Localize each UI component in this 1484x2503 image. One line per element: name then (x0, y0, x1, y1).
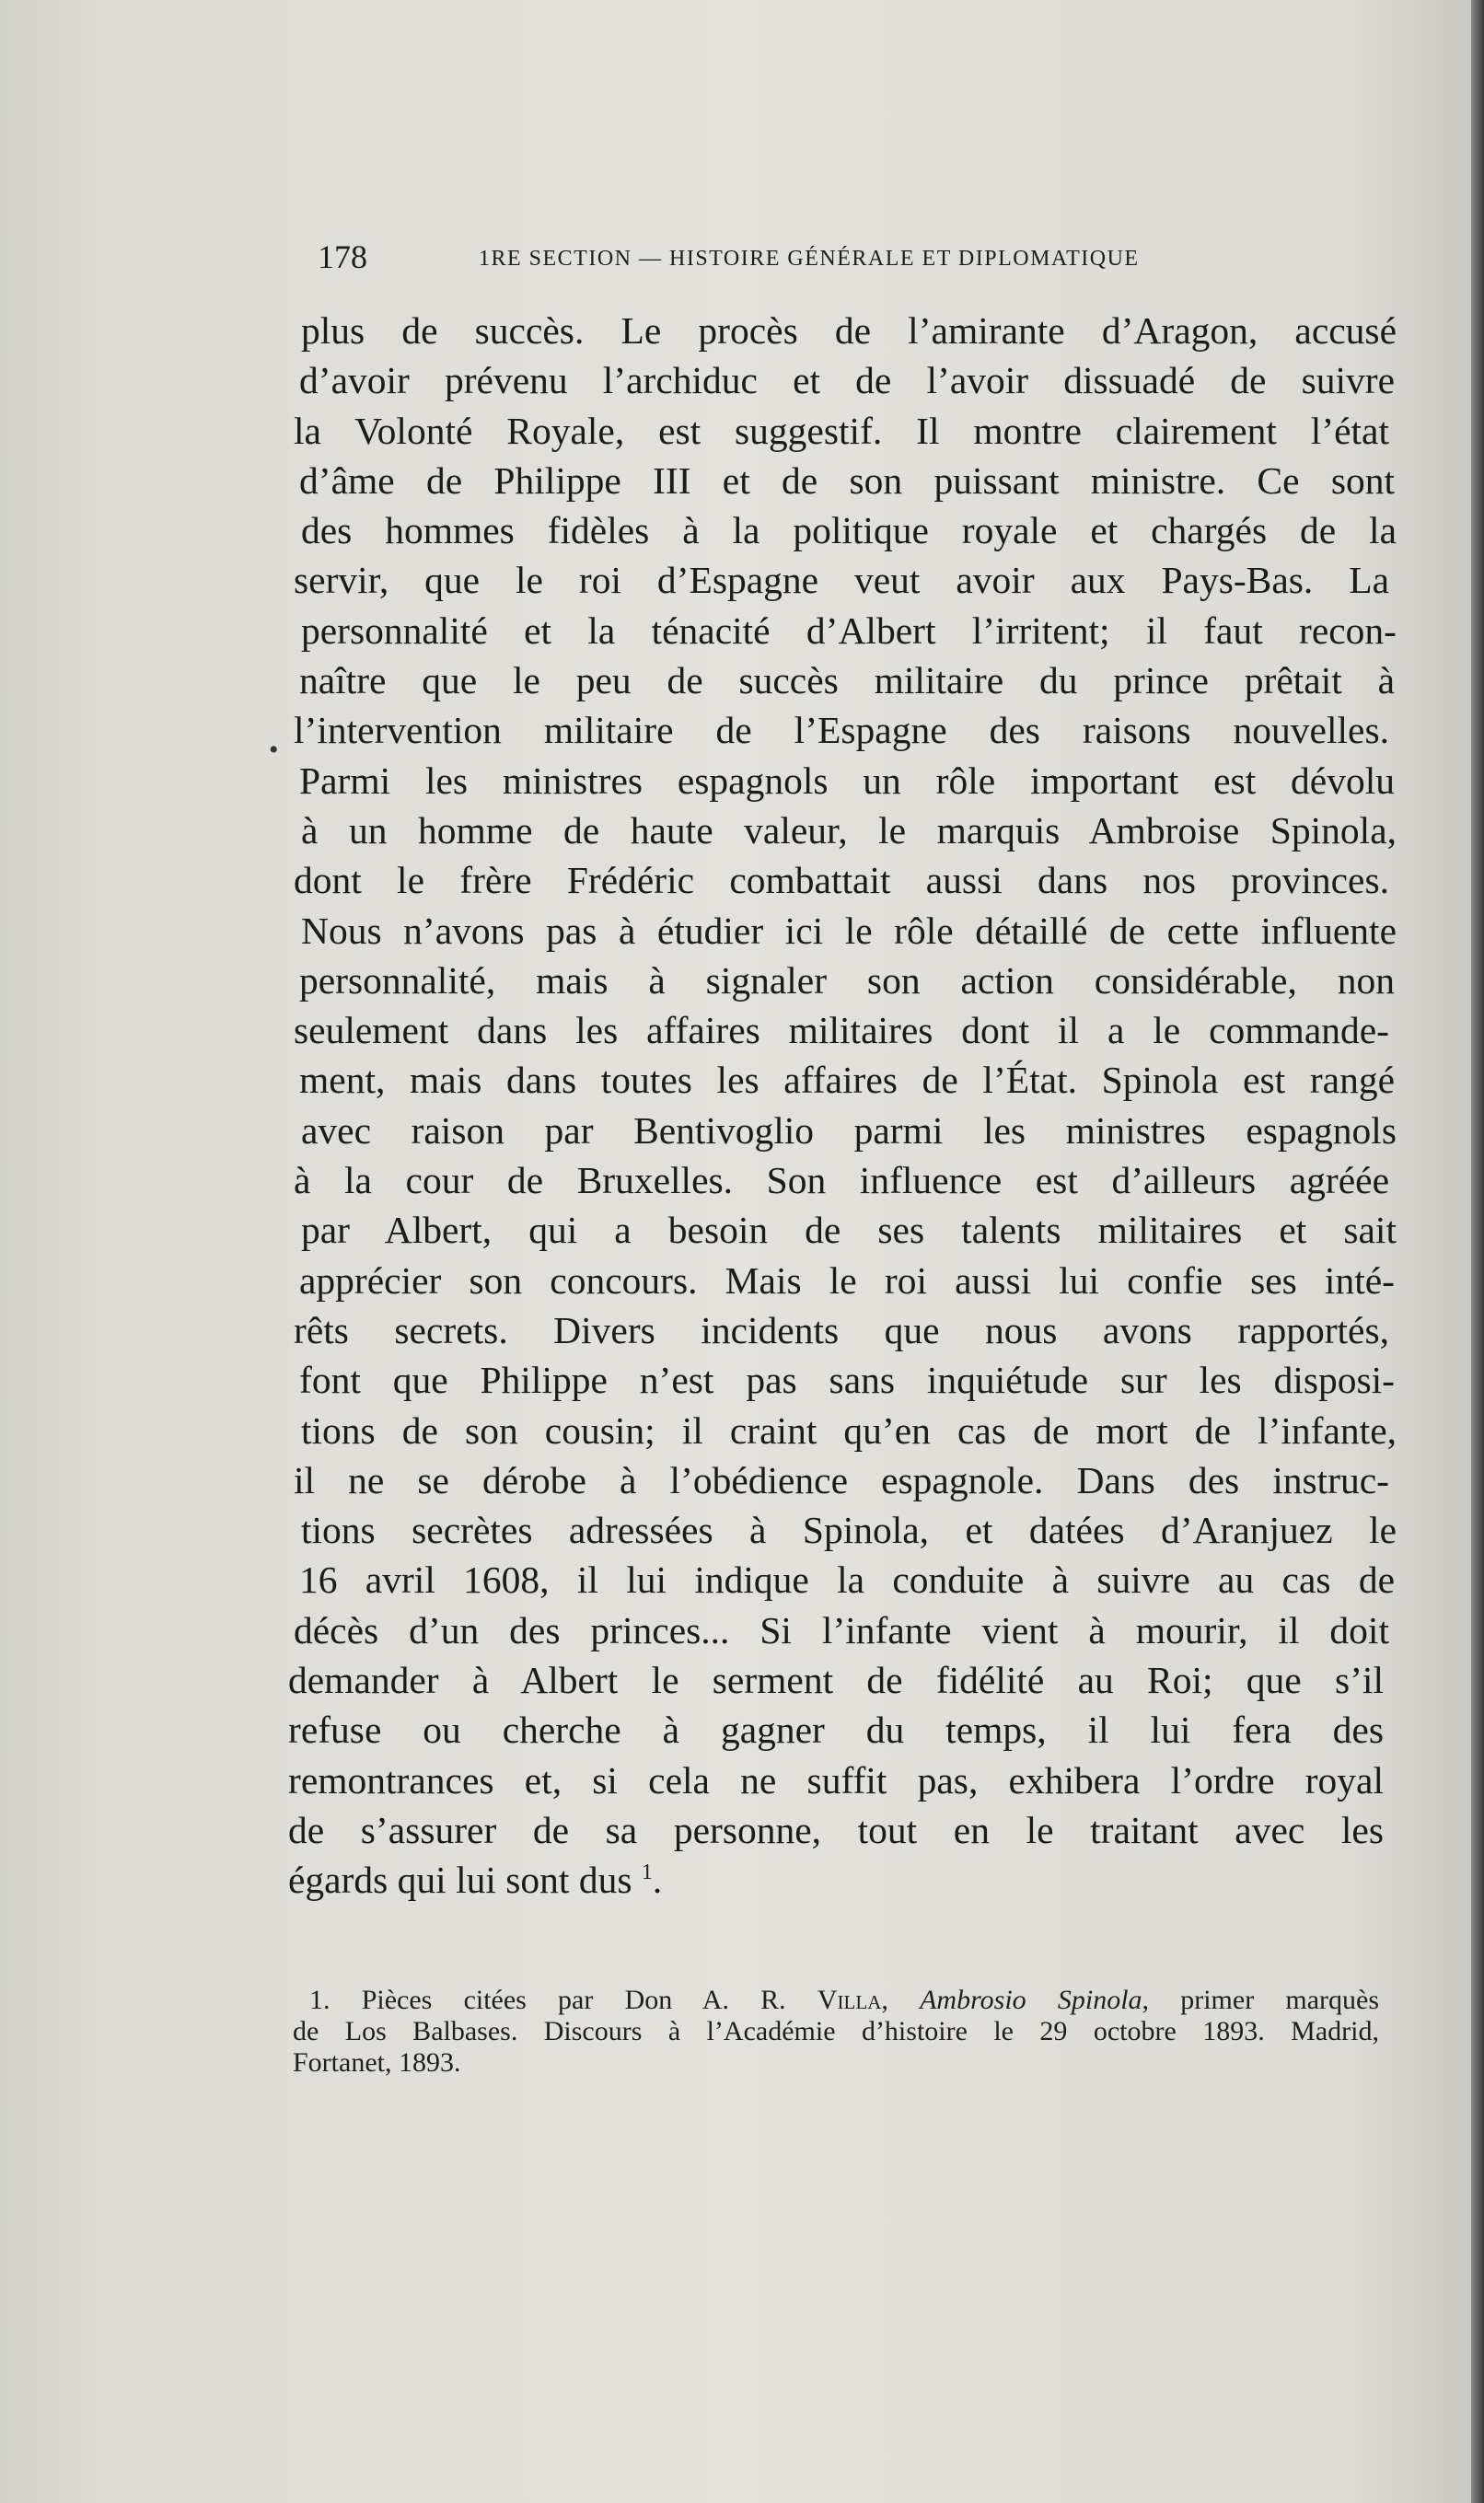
text-line: Parmi les ministres espagnols un rôle important est dévolu (299, 759, 1395, 802)
footnote-title: Ambrosio Spinola (920, 1985, 1142, 2015)
text-line: refuse ou cherche à gagner du temps, il lui fera des (288, 1709, 1384, 1752)
text-line: avec raison par Bentivoglio parmi les ministres espagnols (301, 1108, 1397, 1152)
footnote-number: 1. (309, 1985, 330, 2015)
text-line: par Albert, qui a besoin de ses talents militaires et sait (301, 1209, 1397, 1252)
text-line: à un homme de haute valeur, le marquis Ambroise Spinola, (301, 808, 1397, 852)
text-line: décès d’un des princes... Si l’infante vient à mourir, il doit (294, 1608, 1389, 1651)
footnote-text-post: , primer marquès (1142, 1985, 1380, 2015)
running-head: 1RE SECTION — HISTOIRE GÉNÉRALE ET DIPLOMATIQUE (479, 247, 1140, 271)
text-line: servir, que le roi d’Espagne veut avoir aux Pays-Bas. La (294, 559, 1389, 602)
footnote-text: Pièces citées par Don A. R. (361, 1985, 786, 2015)
text-line: l’intervention militaire de l’Espagne des raisons nouvelles. (294, 709, 1389, 752)
page-edge-shadow (1471, 0, 1484, 2503)
text-line: personnalité, mais à signaler son action considérable, non (299, 958, 1395, 1002)
text-line: de s’assurer de sa personne, tout en le traitant avec les (288, 1808, 1384, 1851)
page-header (318, 238, 1243, 274)
text-line: des hommes fidèles à la politique royale et chargés de la (301, 509, 1397, 552)
text-line: d’âme de Philippe III et de son puissant ministre. Ce sont (299, 458, 1395, 502)
text-line: ment, mais dans toutes les affaires de l’État. Spinola est rangé (299, 1059, 1395, 1102)
text-line: dont le frère Frédéric combattait aussi dans nos provinces. (294, 859, 1389, 902)
text-line: il ne se dérobe à l’obédience espagnole. Dans des instruc- (294, 1458, 1389, 1501)
final-punctuation: . (652, 1859, 663, 1902)
text-line-last (288, 1855, 1384, 1905)
footnote-line: Fortanet, 1893. (293, 2047, 461, 2078)
text-line: demander à Albert le serment de fidélité au Roi; que s’il (288, 1659, 1384, 1702)
text-line: 16 avril 1608, il lui indique la conduite à suivre au cas de (299, 1559, 1395, 1602)
text-line: personnalité et la ténacité d’Albert l’irritent; il faut recon- (301, 608, 1397, 652)
text-line: tions secrètes adressées à Spinola, et datées d’Aranjuez le (301, 1509, 1397, 1552)
footnote-author: Villa (817, 1985, 882, 2015)
text-line: naître que le peu de succès militaire du prince prêtait à (299, 659, 1395, 702)
text-line: Nous n’avons pas à étudier ici le rôle détaillé de cette influente (301, 909, 1397, 952)
text-line: d’avoir prévenu l’archiduc et de l’avoir dissuadé de suivre (299, 359, 1395, 402)
footnote (293, 1985, 1379, 2079)
text-line: remontrances et, si cela ne suffit pas, exhibera l’ordre royal (288, 1758, 1384, 1802)
text-line: apprécier son concours. Mais le roi aussi lui confie ses inté- (299, 1258, 1395, 1302)
text-line: rêts secrets. Divers incidents que nous avons rapportés, (294, 1308, 1389, 1351)
body-text (288, 306, 1397, 1906)
text-line-content: égards qui lui sont dus (288, 1859, 632, 1902)
text-line: la Volonté Royale, est suggestif. Il montre clairement l’état (294, 409, 1389, 452)
text-line: tions de son cousin; il craint qu’en cas de mort de l’infante, (301, 1408, 1397, 1452)
text-line: à la cour de Bruxelles. Son influence est d’ailleurs agréée (294, 1159, 1389, 1202)
text-line: seulement dans les affaires militaires dont il a le commande- (294, 1009, 1389, 1052)
page-number: 178 (318, 238, 367, 275)
text-line: font que Philippe n’est pas sans inquiétude sur les disposi- (299, 1359, 1395, 1402)
margin-mark: • (269, 735, 279, 765)
footnote-reference: 1 (641, 1860, 653, 1885)
footnote-line: de Los Balbases. Discours à l’Académie d’histoire le 29 octobre 1893. Madrid, (293, 2016, 1379, 2046)
footnote-line: 1. Pièces citées par Don A. R. Villa, Ambrosio Spinola, primer marquès (309, 1985, 1380, 2015)
text-line: plus de succès. Le procès de l’amirante d’Aragon, accusé (301, 309, 1397, 352)
